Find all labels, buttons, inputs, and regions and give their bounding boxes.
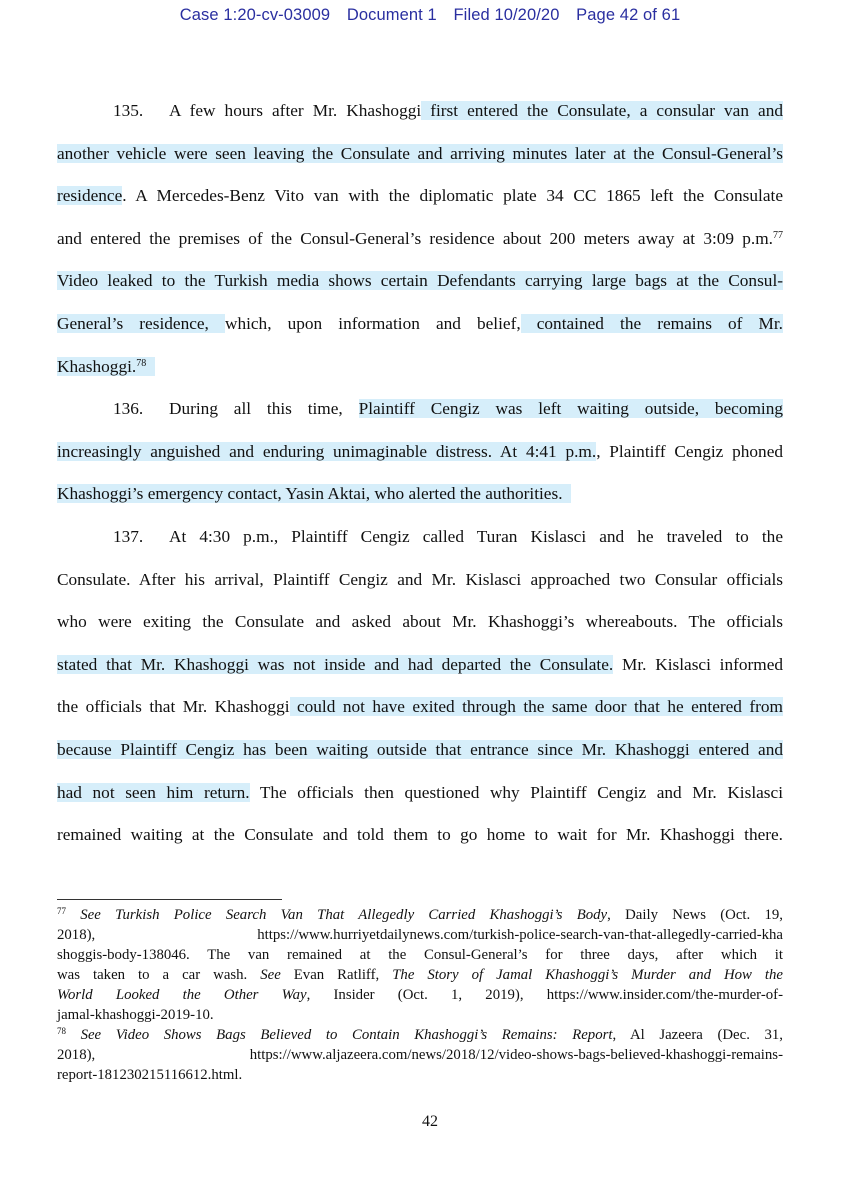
highlight: Khashoggi’s emergency contact, Yasin Aktai, who alerted the authorities. <box>57 484 571 503</box>
footnotes <box>57 905 783 1085</box>
footnote-ref-78[interactable]: 78 <box>136 357 147 369</box>
para-137-line-2: Consulate. After his arrival, Plaintiff Cengiz and Mr. Kislasci approached two Consular officials <box>57 569 783 589</box>
highlight: had not seen him return. <box>57 782 250 802</box>
footnote-ref-77[interactable]: 77 <box>773 229 783 241</box>
footnote-77-line-2 <box>57 925 783 945</box>
para-number: 137. <box>113 526 144 546</box>
footnote-77-line-1: $^{77}$ See Turkish Police Search Van That Allegedly Carried Khashoggi’s Body, Daily News (Oct. 19, <box>57 906 783 923</box>
highlight: first entered the Consulate, a consular van and <box>421 101 783 120</box>
para-137-line-7: had not seen him return. The officials then questioned why Plaintiff Cengiz and Mr. Kislasci <box>57 782 783 802</box>
highlight: General’s residence, <box>57 313 225 333</box>
highlight: Plaintiff Cengiz was left waiting outside, becoming <box>358 399 783 419</box>
case-header <box>0 6 860 25</box>
footnote-78-line-2 <box>57 1045 783 1065</box>
para-136-line-2: increasingly anguished and enduring unimaginable distress. At 4:41 p.m., Plaintiff Cengiz phoned <box>57 441 784 461</box>
para-137-line-3: who were exiting the Consulate and asked about Mr. Khashoggi’s whereabouts. The officials <box>57 612 783 632</box>
footnote-url[interactable]: 2018), https://www.aljazeera.com/news/2018/12/video-shows-bags-believed-khashoggi-remains- <box>57 1047 783 1063</box>
highlight: contained the remains of Mr. <box>520 313 783 333</box>
footnote-77-line-3: shoggis-body-138046. The van remained at the Consul-General’s for three days, after which it <box>57 947 783 963</box>
para-135-line-3: residence. A Mercedes-Benz Vito van with the diplomatic plate 34 CC 1865 left the Consulate <box>57 186 783 206</box>
footnote-number: 77 <box>57 906 66 916</box>
highlight: residence <box>57 186 123 206</box>
para-135-line-7 <box>57 346 783 389</box>
footnote-number: 78 <box>57 1026 66 1036</box>
para-135-line-2 <box>57 133 783 176</box>
case-number: Case 1:20-cv-03009 <box>179 6 331 24</box>
para-135-line-1: 135. A few hours after Mr. Khashoggi first entered the Consulate, a consular van and <box>57 90 783 133</box>
para-135-line-5 <box>57 260 783 303</box>
footnote-77-line-5: World Looked the Other Way, Insider (Oct. 1, 2019), https://www.insider.com/the-murder-of- <box>57 987 783 1003</box>
footnote-78-line-1: $^{78}$ See Video Shows Bags Believed to Contain Khashoggi’s Remains: Report, Al Jazeera (Dec. 31, <box>57 1026 783 1043</box>
footnote-divider <box>57 899 282 900</box>
para-137-line-1: 137. At 4:30 p.m., Plaintiff Cengiz called Turan Kislasci and he traveled to the <box>57 516 783 559</box>
footnote-77-line-4: was taken to a car wash. See Evan Ratliff, The Story of Jamal Khashoggi’s Murder and How the <box>57 967 783 983</box>
para-137-line-6 <box>57 729 783 772</box>
para-136-line-1: 136. During all this time, Plaintiff Cengiz was left waiting outside, becoming <box>57 388 783 431</box>
para-135-line-4: and entered the premises of the Consul-General’s residence about 200 meters away at 3:09 p.m.$^{77}$ <box>57 228 783 248</box>
highlight: because Plaintiff Cengiz has been waiting outside that entrance since Mr. Khashoggi entered and <box>57 739 783 759</box>
document-number: Document 1 <box>346 6 437 24</box>
para-number: 136. <box>113 399 144 419</box>
para-137-line-4: stated that Mr. Khashoggi was not inside and had departed the Consulate. Mr. Kislasci informed <box>57 654 784 674</box>
highlight: could not have exited through the same door that he entered from <box>289 697 783 717</box>
para-number: 135. <box>113 101 144 120</box>
footnote-77-line-6: jamal-khashoggi-2019-10. <box>57 1007 214 1023</box>
highlight: increasingly anguished and enduring unimaginable distress. At 4:41 p.m. <box>57 441 597 461</box>
document-body <box>57 90 783 857</box>
para-135-line-6: General’s residence, which, upon information and belief, contained the remains of Mr. <box>57 313 783 333</box>
footnote-url[interactable]: 2018), https://www.hurriyetdailynews.com/turkish-police-search-van-that-allegedly-carried-kha <box>57 927 783 943</box>
highlight: Video leaked to the Turkish media shows certain Defendants carrying large bags at the Consul- <box>57 271 783 291</box>
page-number: 42 <box>422 1113 438 1130</box>
page-count: Page 42 of 61 <box>576 6 681 24</box>
highlight: stated that Mr. Khashoggi was not inside and had departed the Consulate. <box>57 654 614 674</box>
para-136-line-3 <box>57 473 783 516</box>
footnote-78-line-3: report-181230215116612.html. <box>57 1067 243 1083</box>
para-137-line-8: remained waiting at the Consulate and told them to go home to wait for Mr. Khashoggi there. <box>57 825 783 845</box>
para-137-line-5: the officials that Mr. Khashoggi could not have exited through the same door that he entered from <box>57 697 783 717</box>
filed-date: Filed 10/20/20 <box>453 6 560 24</box>
highlight: Khashoggi.$^{78}$ <box>57 357 155 376</box>
highlight: another vehicle were seen leaving the Consulate and arriving minutes later at the Consul-General’s <box>57 143 783 163</box>
